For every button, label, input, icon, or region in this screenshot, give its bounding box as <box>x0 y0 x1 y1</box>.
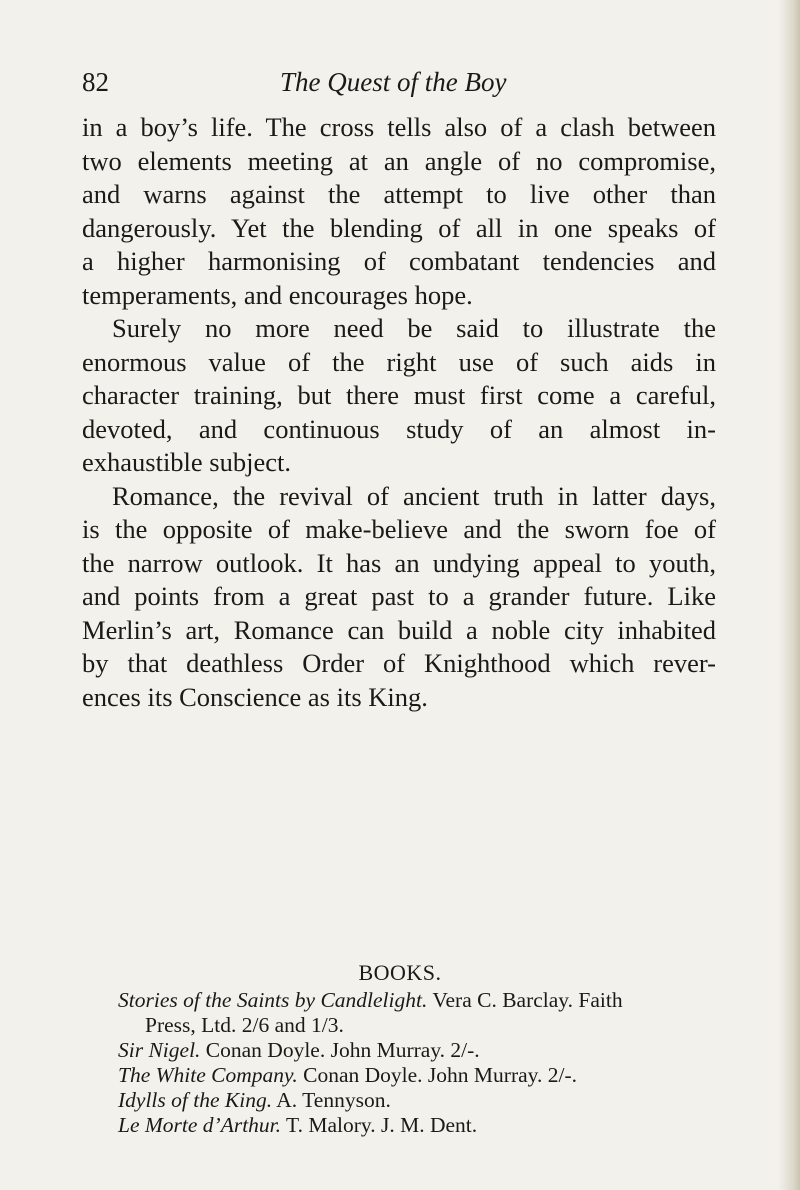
book-title: Stories of the Saints by Candlelight. <box>118 988 428 1012</box>
text-line: Merlin’s art, Romance can build a noble city inhabited <box>82 614 716 645</box>
text-line: dangerously. Yet the blending of all in one speaks of <box>82 212 716 243</box>
book-entry <box>118 1088 718 1113</box>
text-line: devoted, and continuous study of an almost in- <box>82 413 716 444</box>
text-line: and points from a great past to a grander future. Like <box>82 581 716 611</box>
book-list <box>118 988 718 1138</box>
text-line: exhaustible subject. <box>82 447 291 477</box>
page-number: 82 <box>82 67 109 97</box>
book-entry <box>118 988 718 1038</box>
text-line: by that deathless Order of Knighthood which rever- <box>82 648 716 678</box>
book-entry <box>118 1113 718 1138</box>
text-line: temperaments, and encourages hope. <box>82 279 473 310</box>
text-line: Surely no more need be said to illustrate the <box>112 313 716 343</box>
text-line: enormous value of the right use of such aids in <box>82 346 716 377</box>
text-line: in a boy’s life. The cross tells also of a clash between <box>82 112 716 142</box>
book-entry <box>118 1038 718 1063</box>
running-header <box>82 62 642 102</box>
book-details: Vera C. Barclay. Faith <box>427 988 623 1012</box>
book-details: A. Tennyson. <box>272 1088 391 1112</box>
text-line: the narrow outlook. It has an undying appeal to youth, <box>82 547 716 578</box>
text-line: Romance, the revival of ancient truth in latter days, <box>112 480 716 511</box>
book-title: The White Company. <box>118 1063 298 1087</box>
text-line: ences its Conscience as its King. <box>82 681 428 712</box>
book-details: Conan Doyle. John Murray. 2/-. <box>200 1038 480 1062</box>
text-line: character training, but there must first come a careful, <box>82 380 716 410</box>
book-title: Sir Nigel. <box>118 1038 201 1062</box>
book-details-continued: Press, Ltd. 2/6 and 1/3. <box>145 1013 344 1037</box>
book-entry <box>118 1063 718 1088</box>
book-title: Le Morte d’Arthur. <box>118 1113 282 1137</box>
book-details: Conan Doyle. John Murray. 2/-. <box>297 1063 578 1087</box>
text-line: is the opposite of make-believe and the sworn foe of <box>82 514 716 544</box>
books-heading: BOOKS. <box>358 960 442 985</box>
body-text <box>82 111 716 714</box>
text-line: and warns against the attempt to live other than <box>82 179 716 209</box>
book-details: T. Malory. J. M. Dent. <box>281 1113 478 1137</box>
text-line: a higher harmonising of combatant tendencies and <box>82 246 716 276</box>
book-title: Idylls of the King. <box>118 1088 273 1112</box>
page-edge-shadow <box>778 0 800 1190</box>
running-title: The Quest of the Boy <box>280 67 507 97</box>
text-line: two elements meeting at an angle of no compromise, <box>82 145 716 176</box>
